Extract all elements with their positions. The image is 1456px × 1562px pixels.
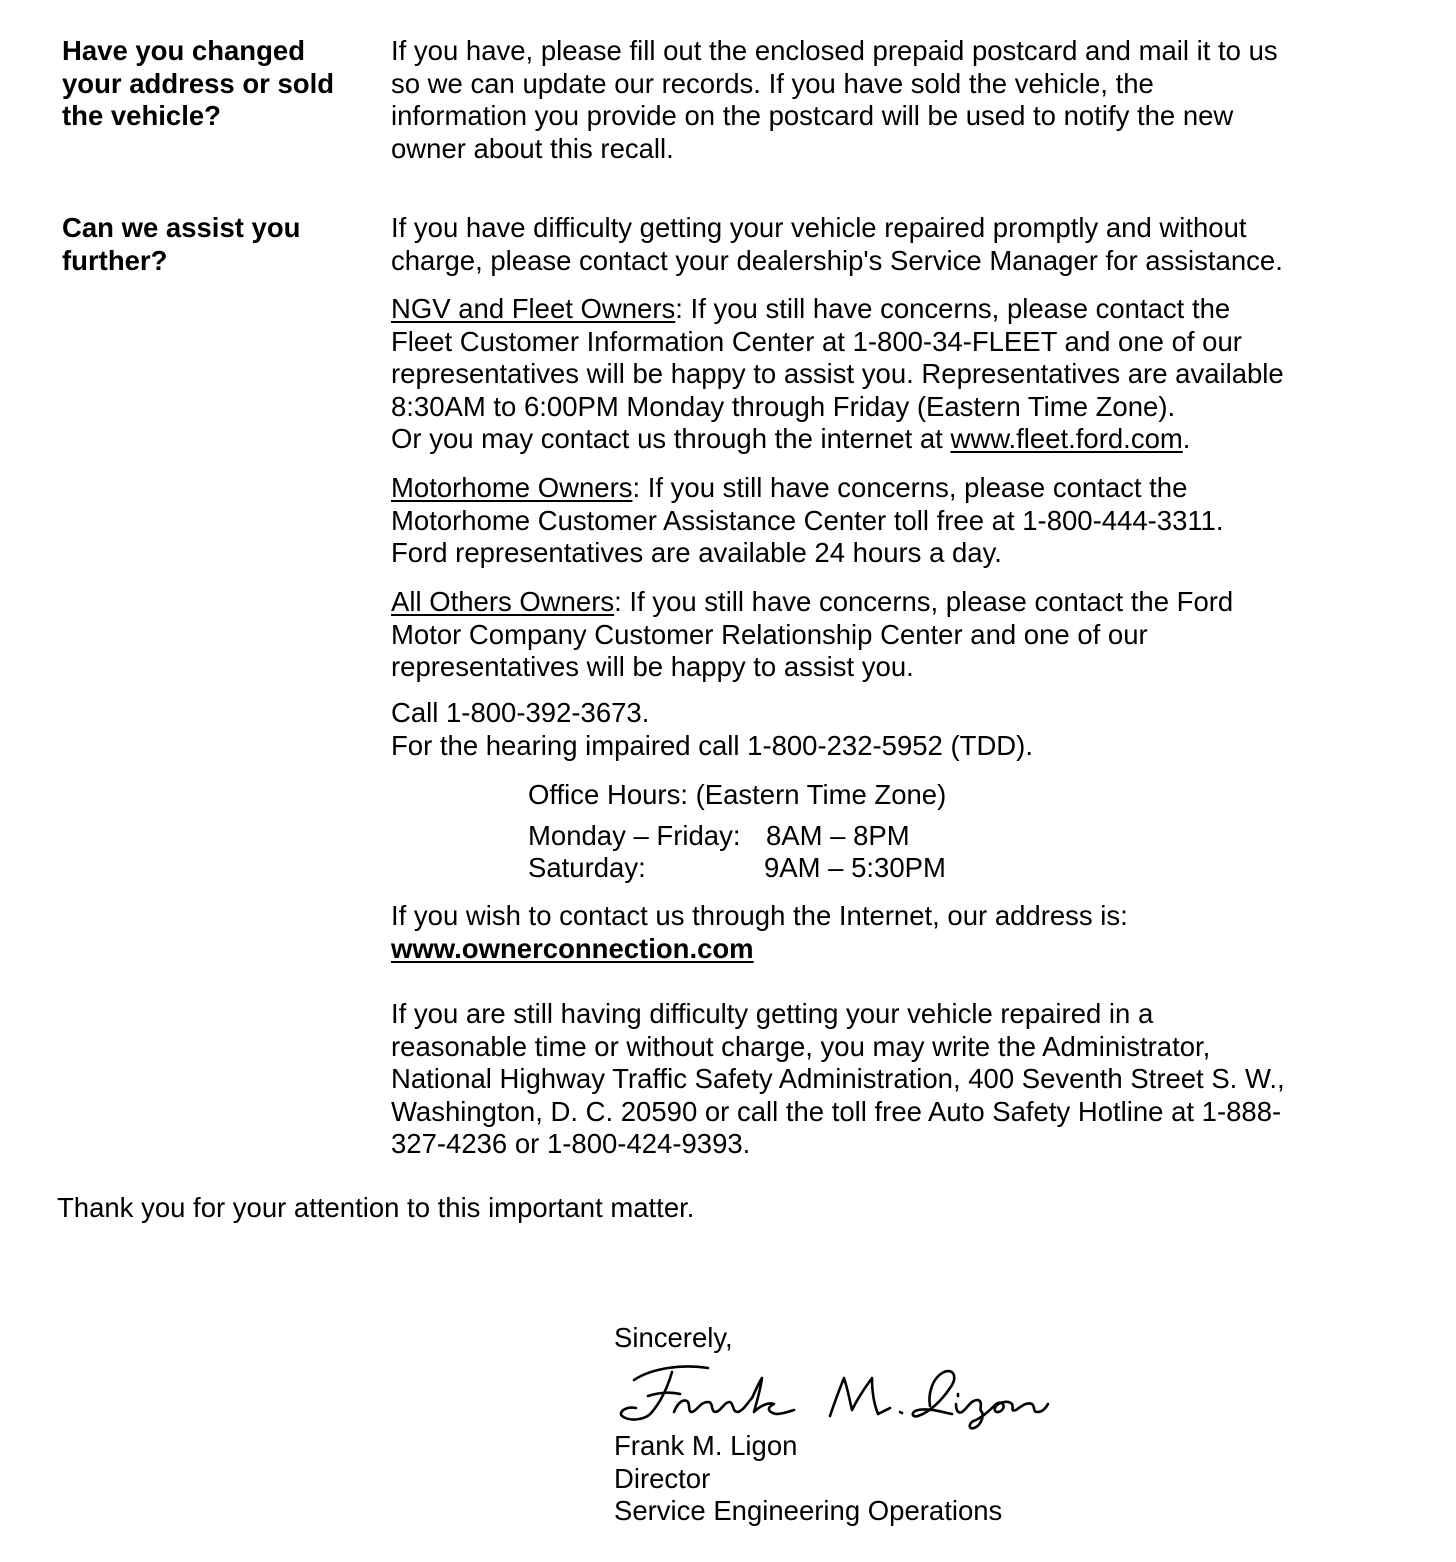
text-line: Washington, D. C. 20590 or call the toll free Auto Safety Hotline at 1-888-: [391, 1095, 1282, 1127]
motorhome-owners-paragraph: [391, 472, 1431, 570]
motorhome-owners-heading: Motorhome Owners: [391, 472, 633, 503]
text-line: 327-4236 or 1-800-424-9393.: [391, 1128, 751, 1159]
text-line: so we can update our records. If you have sold the vehicle, the: [391, 67, 1154, 99]
text-line: Fleet Customer Information Center at 1-800-34-FLEET and one of our: [391, 325, 1242, 357]
office-hours-title: Office Hours: (Eastern Time Zone): [528, 779, 947, 810]
salutation: Sincerely,: [614, 1322, 733, 1353]
text-line: representatives will be happy to assist you.: [391, 651, 914, 682]
text-line: reasonable time or without charge, you may write the Administrator,: [391, 1030, 1211, 1062]
text-line: Call 1-800-392-3673.: [391, 697, 650, 728]
text-line: If you are still having difficulty getting your vehicle repaired in a: [391, 998, 1154, 1029]
office-hours: [528, 779, 946, 885]
signatory-block: [614, 1430, 1002, 1528]
text-line: Ford representatives are available 24 hours a day.: [391, 537, 1002, 568]
text-line: If you have difficulty getting your vehicle repaired promptly and without: [391, 212, 1247, 243]
question-assist-further: Can we assist you further?: [62, 212, 301, 276]
text-line: If you wish to contact us through the Internet, our address is:: [391, 900, 1128, 931]
text-line: owner about this recall.: [391, 132, 674, 164]
fleet-owners-heading: NGV and Fleet Owners: [391, 293, 676, 324]
text-line: 8:30AM to 6:00PM Monday through Friday (Eastern Time Zone).: [391, 390, 1176, 422]
text-line: For the hearing impaired call 1-800-232-5952 (TDD).: [391, 729, 1033, 761]
office-hours-time: 9AM – 5:30PM: [764, 852, 946, 883]
other-owners-paragraph: [391, 586, 1431, 684]
text-line: charge, please contact your dealership's Service Manager for assistance.: [391, 244, 1283, 276]
office-hours-row: [528, 820, 946, 853]
internet-paragraph: [391, 900, 1431, 965]
signatory-title: Director: [614, 1462, 711, 1494]
text-line: representatives will be happy to assist you. Representatives are available: [391, 358, 1284, 389]
text-line: Motor Company Customer Relationship Center and one of our: [391, 618, 1148, 650]
text-line: National Highway Traffic Safety Administration, 400 Seventh Street S. W.,: [391, 1063, 1285, 1094]
text-fragment: : If you still have concerns, please contact the: [675, 293, 1231, 324]
assist-intro: [391, 212, 1431, 277]
closing-sentence: Thank you for your attention to this important matter.: [57, 1192, 695, 1223]
text-fragment: : If you still have concerns, please contact the Ford: [614, 586, 1234, 617]
signatory-name: Frank M. Ligon: [614, 1430, 798, 1461]
handwritten-signature: [612, 1358, 1052, 1430]
answer-address-change: [391, 35, 1431, 165]
text-line: If you have, please fill out the enclosed prepaid postcard and mail it to us: [391, 35, 1278, 66]
office-hours-day: Monday – Friday:: [528, 819, 741, 851]
office-hours-time: 8AM – 8PM: [766, 819, 910, 851]
question-address-change: Have you changed your address or sold the vehicle?: [62, 35, 335, 131]
call-paragraph: [391, 697, 1431, 762]
office-hours-row: [528, 852, 946, 885]
nhtsa-paragraph: [391, 998, 1431, 1161]
text-line: Motorhome Customer Assistance Center toll free at 1-800-444-3311.: [391, 504, 1224, 536]
owner-connection-link[interactable]: www.ownerconnection.com: [391, 932, 754, 964]
text-fragment: Or you may contact us through the internet at: [391, 423, 951, 454]
text-fragment: .: [1182, 423, 1191, 454]
other-owners-heading: All Others Owners: [391, 586, 615, 617]
office-hours-day: Saturday:: [528, 852, 646, 883]
text-fragment: : If you still have concerns, please contact the: [632, 472, 1188, 503]
text-line: information you provide on the postcard will be used to notify the new: [391, 100, 1234, 131]
fleet-owners-paragraph: [391, 293, 1431, 456]
fleet-website-link[interactable]: www.fleet.ford.com: [950, 423, 1183, 454]
signatory-department: Service Engineering Operations: [614, 1495, 1003, 1526]
